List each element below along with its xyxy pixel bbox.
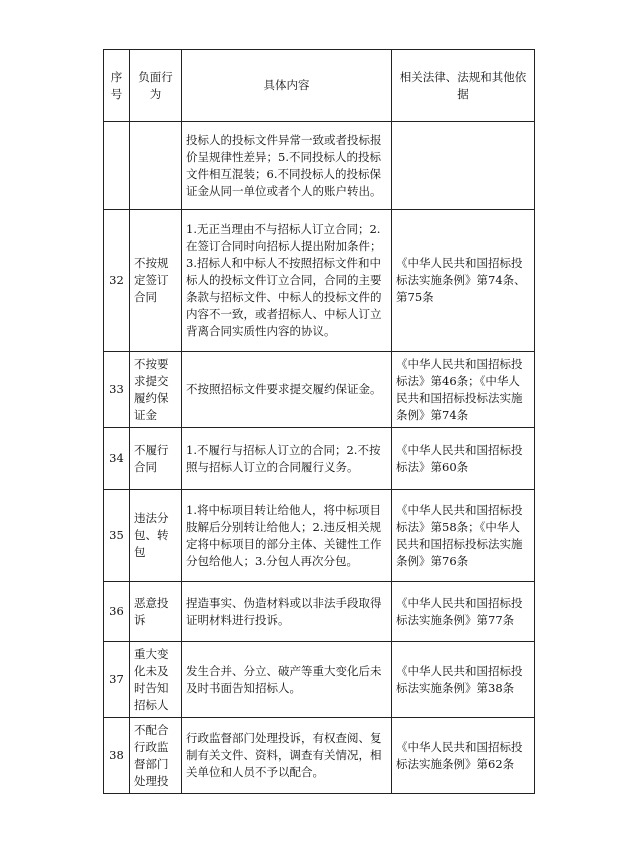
cell-behavior: 不配合行政监督部门处理投 xyxy=(130,718,182,794)
cell-basis-empty xyxy=(392,122,535,210)
table-row xyxy=(104,642,535,718)
cell-content: 捏造事实、伪造材料或以非法手段取得证明材料进行投诉。 xyxy=(182,582,392,642)
cell-no-empty xyxy=(104,122,130,210)
table-row xyxy=(104,582,535,642)
table-row xyxy=(104,718,535,794)
cell-content: 不按照招标文件要求提交履约保证金。 xyxy=(182,352,392,428)
cell-basis: 《中华人民共和国招标投标法》第46条；《中华人民共和国招标投标法实施条例》第74条 xyxy=(392,352,535,428)
regulation-table xyxy=(103,49,535,794)
cell-basis: 《中华人民共和国招标投标法实施条例》第77条 xyxy=(392,582,535,642)
cell-no: 33 xyxy=(104,352,130,428)
cell-behavior: 不按规定签订合同 xyxy=(130,210,182,352)
cell-no: 36 xyxy=(104,582,130,642)
cell-content: 投标人的投标文件异常一致或者投标报价呈规律性差异；5.不同投标人的投标文件相互混装；6.不同投标人的投标保证金从同一单位或者个人的账户转出。 xyxy=(182,122,392,210)
cell-behavior: 重大变化未及时告知招标人 xyxy=(130,642,182,718)
cell-basis: 《中华人民共和国招标投标法实施条例》第62条 xyxy=(392,718,535,794)
table-row xyxy=(104,352,535,428)
header-content: 具体内容 xyxy=(182,50,392,122)
cell-no: 38 xyxy=(104,718,130,794)
cell-no: 32 xyxy=(104,210,130,352)
table-header-row xyxy=(104,50,535,122)
cell-behavior-empty xyxy=(130,122,182,210)
cell-basis: 《中华人民共和国招标投标法实施条例》第38条 xyxy=(392,642,535,718)
cell-behavior: 不履行合同 xyxy=(130,428,182,490)
cell-no: 37 xyxy=(104,642,130,718)
cell-content: 1.无正当理由不与招标人订立合同；2.在签订合同时向招标人提出附加条件；3.招标人和中标人不按照招标文件和中标人的投标文件订立合同，合同的主要条款与招标文件、中标人的投标文件的内容不一致，或者招标人、中标人订立背离合同实质性内容的协议。 xyxy=(182,210,392,352)
table-row xyxy=(104,210,535,352)
cell-behavior: 恶意投诉 xyxy=(130,582,182,642)
cell-basis: 《中华人民共和国招标投标法》第58条；《中华人民共和国招标投标法实施条例》第76条 xyxy=(392,490,535,582)
cell-basis: 《中华人民共和国招标投标法》第60条 xyxy=(392,428,535,490)
cell-no: 34 xyxy=(104,428,130,490)
cell-no: 35 xyxy=(104,490,130,582)
table-row-continuation xyxy=(104,122,535,210)
cell-content: 行政监督部门处理投诉，有权查阅、复制有关文件、资料，调查有关情况，相关单位和人员不予以配合。 xyxy=(182,718,392,794)
cell-behavior: 违法分包、转包 xyxy=(130,490,182,582)
table-row xyxy=(104,428,535,490)
cell-content: 1.将中标项目转让给他人，将中标项目肢解后分别转让给他人；2.违反相关规定将中标项目的部分主体、关键性工作分包给他人；3.分包人再次分包。 xyxy=(182,490,392,582)
header-behavior: 负面行为 xyxy=(130,50,182,122)
header-no: 序号 xyxy=(104,50,130,122)
cell-content: 1.不履行与招标人订立的合同；2.不按照与招标人订立的合同履行义务。 xyxy=(182,428,392,490)
cell-behavior: 不按要求提交履约保证金 xyxy=(130,352,182,428)
cell-content: 发生合并、分立、破产等重大变化后未及时书面告知招标人。 xyxy=(182,642,392,718)
cell-basis: 《中华人民共和国招标投标法实施条例》第74条、第75条 xyxy=(392,210,535,352)
header-basis: 相关法律、法规和其他依据 xyxy=(392,50,535,122)
table-row xyxy=(104,490,535,582)
